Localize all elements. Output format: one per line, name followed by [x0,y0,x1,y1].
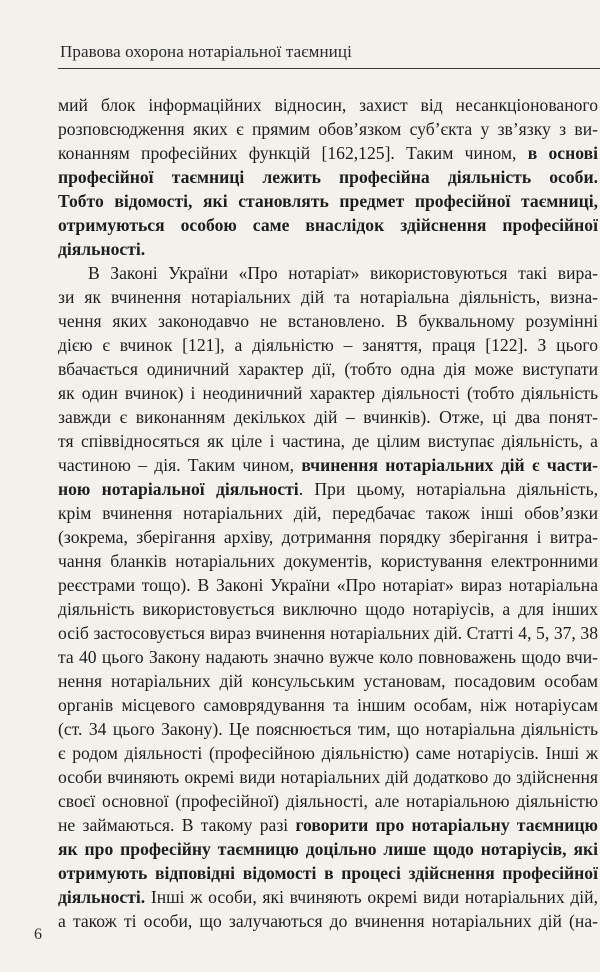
text-line [58,93,598,117]
text-run: зи як вчинення нотаріальних дій та нотаріальна діяльність, визна- [58,287,598,307]
text-line [58,885,598,909]
text-run: розповсюдження яких є прямим обов’язком суб’єкта у зв’язку з ви- [58,119,598,139]
text-line [58,669,598,693]
text-run: а також ті особи, що залучаються до вчинення нотаріальних дій (на- [58,911,598,931]
text-line [58,525,598,549]
text-line [58,189,598,213]
text-run: чання бланків нотаріальних документів, користування електронними [58,551,598,571]
bold-text: професійної таємниці лежить професійна діяльність особи. [58,167,598,187]
text-run: як один вчинок) і неодиничний характер діяльності (тобто діяльність [58,383,598,403]
text-run: частиною – дія. Таким чином, [58,455,302,475]
bold-text: отримуються особою саме внаслідок здійснення професійної [58,215,598,235]
text-line [58,477,598,501]
text-line [58,861,598,885]
header-rule [58,68,600,69]
text-line [58,141,598,165]
text-run: крім вчинення нотаріальних дій, передбачає також інші обов’язки [58,503,598,523]
text-run: своєї основної (професійної) діяльності, але нотаріальною діяльністю [58,791,598,811]
text-line [58,117,598,141]
text-line [58,909,598,933]
bold-text: діяльності. [58,887,146,907]
text-line [58,453,598,477]
text-line [58,813,598,837]
text-run: та 40 цього Закону надають значно вужче коло повноважень щодо вчи- [58,647,598,667]
bold-text: отримують відповідні відомості в процесі здійснення професійної [58,863,598,883]
text-line [58,405,598,429]
text-run: реєстрами тощо). В Законі України «Про нотаріат» вираз нотаріальна [58,575,598,595]
text-run: (зокрема, зберігання архіву, дотримання порядку зберігання і витра- [58,527,598,547]
text-run: особи вчиняють окремі види нотаріальних дій додатково до здійснення [58,767,598,787]
text-line [58,789,598,813]
text-line [58,213,598,237]
text-run: осіб застосовується вираз вчинення нотаріальних дій. Статті 4, 5, 37, 38 [58,623,598,643]
text-line [58,765,598,789]
text-run: діяльність використовується виключно щодо нотаріусів, а для інших [58,599,598,619]
text-line [58,741,598,765]
text-line [58,357,598,381]
text-line [58,165,598,189]
text-line [58,333,598,357]
text-run: чення яких законодавчо не встановлено. В буквальному розумінні [58,311,598,331]
page-header-title: Правова охорона нотаріальної таємниці [60,42,352,61]
bold-text: говорити про нотаріальну таємницю [295,815,598,835]
text-run: (ст. 34 цього Закону). Це пояснюється тим, що нотаріальна діяльність [58,719,598,739]
text-run: В Законі України «Про нотаріат» використовуються такі вира- [88,263,598,283]
text-run: Інші ж особи, які вчиняють окремі види нотаріальних дій, [145,887,598,907]
text-run: органів місцевого самоврядування та іншим особам, ніж нотаріусам [58,695,598,715]
text-line [58,549,598,573]
text-run: . При цьому, нотаріальна діяльність, [298,479,598,499]
text-line [58,693,598,717]
page-number: 6 [34,926,42,943]
text-line [58,717,598,741]
text-line [58,429,598,453]
text-run: не займаються. В такому разі [58,815,296,835]
bold-text: в основі [527,143,598,163]
bold-text: діяльності. [58,239,146,259]
bold-text: ною нотаріальної діяльності [58,479,299,499]
bold-text: вчинення нотаріальних дій є части- [301,455,598,475]
text-line [88,261,598,285]
text-run: тя співвідносяться як ціле і частина, де цілим виступає діяльність, а [58,431,598,451]
bold-text: Тобто відомості, які становлять предмет професійної таємниці, [58,191,598,211]
text-line [58,237,598,261]
text-line [58,837,598,861]
text-run: мий блок інформаційних відносин, захист від несанкціонованого [58,95,598,115]
text-run: є родом діяльності (професійною діяльністю) саме нотаріусів. Інші ж [58,743,598,763]
text-run: нення нотаріальних дій консульським установам, посадовим особам [58,671,598,691]
text-line [58,285,598,309]
text-run: конанням професійних функцій [162,125]. Таким чином, [58,143,528,163]
text-run: вбачається одиничний характер дії, (тобто одна дія може виступати [58,359,598,379]
text-line [58,573,598,597]
text-run: дією є вчинок [121], а діяльністю – заняття, праця [122]. З цього [58,335,598,355]
text-line [58,381,598,405]
text-line [58,621,598,645]
text-line [58,309,598,333]
text-line [58,645,598,669]
bold-text: як про професійну таємницю доцільно лише щодо нотаріусів, які [58,839,598,859]
text-run: завжди є виконанням декількох дій – вчинків). Отже, ці два понят- [58,407,598,427]
text-line [58,597,598,621]
text-line [58,501,598,525]
